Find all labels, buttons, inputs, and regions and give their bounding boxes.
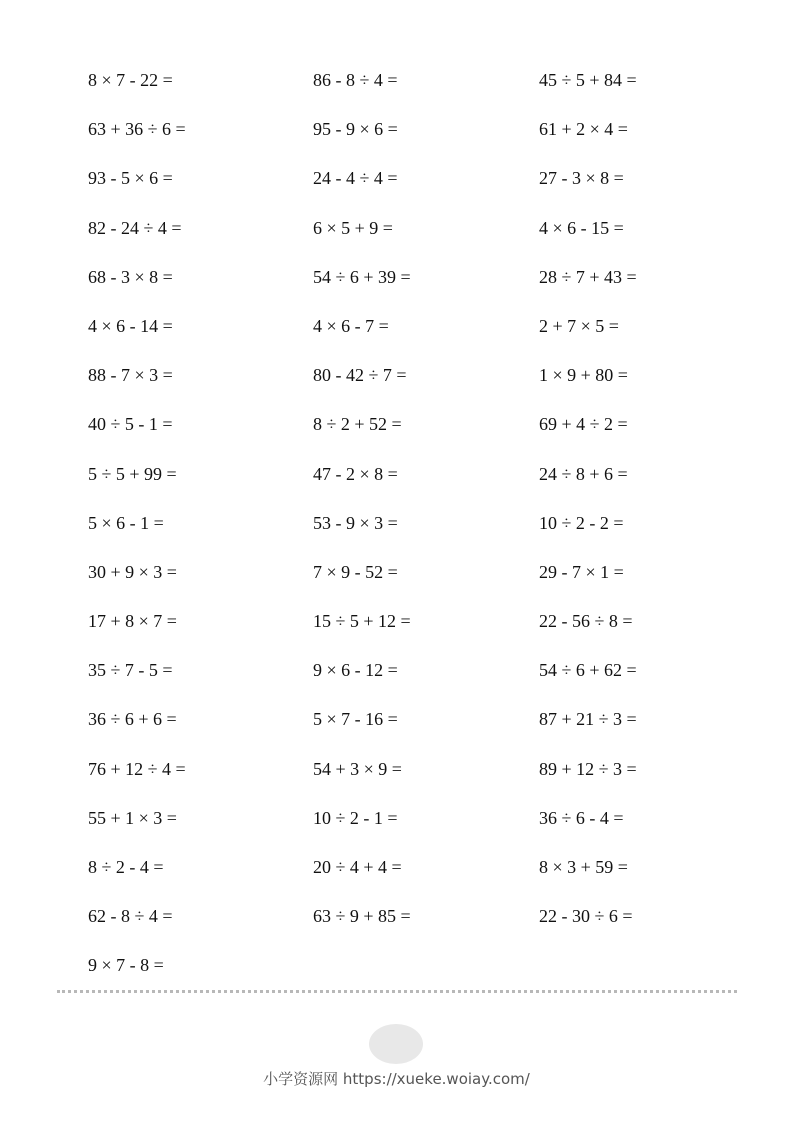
problem: 1 × 9 + 80 = — [539, 365, 628, 386]
problem: 27 - 3 × 8 = — [539, 168, 624, 189]
problem-grid — [88, 68, 748, 1003]
problem: 4 × 6 - 7 = — [313, 315, 389, 336]
problem: 15 ÷ 5 + 12 = — [313, 611, 411, 632]
problem: 68 - 3 × 8 = — [88, 266, 173, 287]
problem: 24 ÷ 8 + 6 = — [539, 463, 628, 484]
problem: 2 + 7 × 5 = — [539, 315, 619, 336]
problem: 69 + 4 ÷ 2 = — [539, 414, 628, 435]
problem: 36 ÷ 6 - 4 = — [539, 807, 624, 828]
problem: 10 ÷ 2 - 1 = — [313, 807, 398, 828]
problem: 10 ÷ 2 - 2 = — [539, 512, 624, 533]
problem: 80 - 42 ÷ 7 = — [313, 365, 407, 386]
problem: 9 × 6 - 12 = — [313, 660, 398, 681]
problem: 40 ÷ 5 - 1 = — [88, 414, 173, 435]
problem: 9 × 7 - 8 = — [88, 955, 164, 976]
problem: 54 ÷ 6 + 62 = — [539, 660, 637, 681]
problem: 29 - 7 × 1 = — [539, 561, 624, 582]
problem: 8 ÷ 2 - 4 = — [88, 857, 164, 877]
problem: 22 - 56 ÷ 8 = — [539, 611, 633, 632]
problem: 63 ÷ 9 + 85 = — [313, 906, 411, 927]
problem: 95 - 9 × 6 = — [313, 119, 398, 140]
problem: 4 × 6 - 15 = — [539, 217, 624, 238]
problem: 8 × 7 - 22 = — [88, 70, 173, 90]
problem: 45 ÷ 5 + 84 = — [539, 70, 637, 90]
dotted-divider — [57, 990, 737, 993]
problem: 20 ÷ 4 + 4 = — [313, 857, 402, 877]
problem: 82 - 24 ÷ 4 = — [88, 217, 182, 238]
problem: 55 + 1 × 3 = — [88, 807, 177, 828]
problem: 7 × 9 - 52 = — [313, 561, 398, 582]
problem: 89 + 12 ÷ 3 = — [539, 758, 637, 779]
problem: 54 ÷ 6 + 39 = — [313, 266, 411, 287]
problem: 88 - 7 × 3 = — [88, 365, 173, 386]
problem: 8 ÷ 2 + 52 = — [313, 414, 402, 435]
problem: 62 - 8 ÷ 4 = — [88, 906, 173, 927]
problem: 30 + 9 × 3 = — [88, 561, 177, 582]
problem: 61 + 2 × 4 = — [539, 119, 628, 140]
problem: 36 ÷ 6 + 6 = — [88, 709, 177, 730]
problem: 6 × 5 + 9 = — [313, 217, 393, 238]
problem: 5 × 6 - 1 = — [88, 512, 164, 533]
problem: 35 ÷ 7 - 5 = — [88, 660, 173, 681]
footer-source: 小学资源网 https://xueke.woiay.com/ — [263, 1070, 530, 1088]
problem: 22 - 30 ÷ 6 = — [539, 906, 633, 927]
problem: 76 + 12 ÷ 4 = — [88, 758, 186, 779]
problem: 93 - 5 × 6 = — [88, 168, 173, 189]
problem: 47 - 2 × 8 = — [313, 463, 398, 484]
problem: 17 + 8 × 7 = — [88, 611, 177, 632]
page-number-badge — [369, 1024, 423, 1064]
problem: 53 - 9 × 3 = — [313, 512, 398, 533]
problem: 63 + 36 ÷ 6 = — [88, 119, 186, 140]
problem: 8 × 3 + 59 = — [539, 857, 628, 877]
problem: 5 × 7 - 16 = — [313, 709, 398, 730]
problem: 87 + 21 ÷ 3 = — [539, 709, 637, 730]
problem: 54 + 3 × 9 = — [313, 758, 402, 779]
problem: 28 ÷ 7 + 43 = — [539, 266, 637, 287]
problem: 24 - 4 ÷ 4 = — [313, 168, 398, 189]
problem: 4 × 6 - 14 = — [88, 315, 173, 336]
problem: 5 ÷ 5 + 99 = — [88, 463, 177, 484]
problem: 86 - 8 ÷ 4 = — [313, 70, 398, 90]
